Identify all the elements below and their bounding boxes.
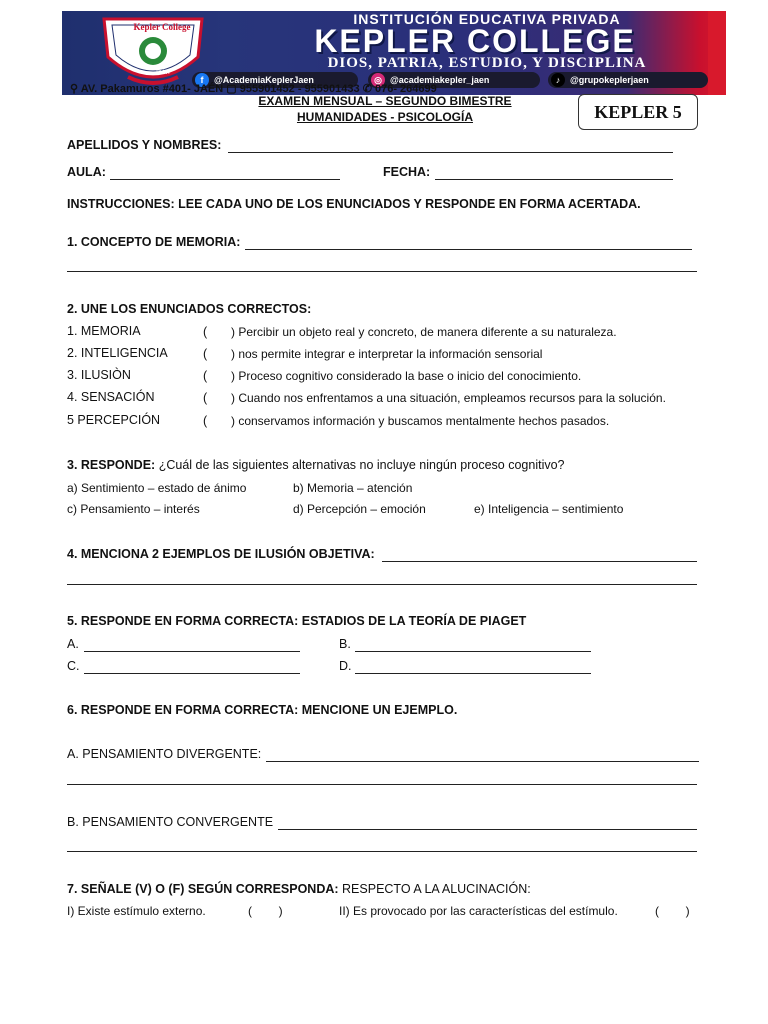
location-icon: ⚲ xyxy=(70,83,79,95)
instagram-icon: ◎ xyxy=(371,73,385,87)
q6-a-line-2[interactable] xyxy=(67,784,697,785)
exam-title: EXAMEN MENSUAL – SEGUNDO BIMESTRE xyxy=(258,94,512,108)
q4-answer-line-2[interactable] xyxy=(67,584,697,585)
q2-paren[interactable]: ( xyxy=(203,414,208,428)
institution-type: INSTITUCIÓN EDUCATIVA PRIVADA xyxy=(353,11,621,27)
q7-item-ii: II) Es provocado por las características del estímulo. xyxy=(339,904,618,918)
aula-line[interactable] xyxy=(110,179,340,180)
landline-icon: ✆ xyxy=(362,83,372,95)
q3-option-b[interactable]: b) Memoria – atención xyxy=(293,481,413,495)
q6-b-line-2[interactable] xyxy=(67,851,697,852)
q7-label: 7. SEÑALE (V) O (F) SEGÚN CORRESPONDA: xyxy=(67,882,339,896)
name-label: APELLIDOS Y NOMBRES: xyxy=(67,138,222,152)
q5-label: 5. RESPONDE EN FORMA CORRECTA: ESTADIOS DE LA TEORÍA DE PIAGET xyxy=(67,614,527,628)
q4-answer-line[interactable] xyxy=(382,561,697,562)
fecha-line[interactable] xyxy=(435,179,673,180)
q3-label: 3. RESPONDE: xyxy=(67,458,156,472)
q3-option-d[interactable]: d) Percepción – emoción xyxy=(293,502,426,516)
q2-definition: ) Cuando nos enfrentamos a una situación, empleamos recursos para la solución. xyxy=(231,391,666,405)
q1-label: 1. CONCEPTO DE MEMORIA: xyxy=(67,235,241,249)
q2-paren[interactable]: ( xyxy=(203,391,208,405)
logo-text: Kepler College xyxy=(133,22,191,32)
q6-a-label: A. PENSAMIENTO DIVERGENTE: xyxy=(67,747,262,761)
facebook-text: @AcademiaKeplerJaen xyxy=(214,75,314,85)
q5-b-label: B. xyxy=(339,637,351,651)
q4-label: 4. MENCIONA 2 EJEMPLOS DE ILUSIÓN OBJETIVA: xyxy=(67,547,375,561)
instructions: INSTRUCCIONES: LEE CADA UNO DE LOS ENUNCIADOS Y RESPONDE EN FORMA ACERTADA. xyxy=(67,197,641,211)
school-motto: DIOS, PATRIA, ESTUDIO, Y DISCIPLINA xyxy=(327,55,647,71)
q2-definition: ) Proceso cognitivo considerado la base o inicio del conocimiento. xyxy=(231,369,582,383)
q5-a-label: A. xyxy=(67,637,79,651)
name-line[interactable] xyxy=(228,152,673,153)
q2-paren[interactable]: ( xyxy=(203,325,208,339)
address: AV. Pakamuros #401- JAÉN xyxy=(80,83,224,95)
q2-paren[interactable]: ( xyxy=(203,369,208,383)
school-name: KEPLER COLLEGE xyxy=(314,23,636,59)
q3-header xyxy=(67,458,565,472)
phones: 955901452 - 955901433 xyxy=(239,83,360,95)
exam-subject: HUMANIDADES - PSICOLOGÍA xyxy=(296,110,473,124)
q2-term: 3. ILUSIÒN xyxy=(67,368,131,382)
tiktok-icon: ♪ xyxy=(551,73,565,87)
q7-item-i: I) Existe estímulo externo. xyxy=(67,904,206,918)
q6-b-label: B. PENSAMIENTO CONVERGENTE xyxy=(67,815,274,829)
q2-term: 2. INTELIGENCIA xyxy=(67,346,168,360)
q3-option-e[interactable]: e) Inteligencia – sentimiento xyxy=(474,502,624,516)
q7-item-ii-answer[interactable]: ( ) xyxy=(655,904,690,918)
q2-definition: ) conservamos información y buscamos mentalmente hechos pasados. xyxy=(231,414,610,428)
q6-b-line[interactable] xyxy=(278,829,697,830)
q2-paren[interactable]: ( xyxy=(203,347,208,361)
q2-term: 4. SENSACIÓN xyxy=(67,390,155,404)
q2-definition: ) nos permite integrar e interpretar la información sensorial xyxy=(231,347,543,361)
q5-c-label: C. xyxy=(67,659,80,673)
q5-b-line[interactable] xyxy=(355,651,591,652)
q2-label: 2. UNE LOS ENUNCIADOS CORRECTOS: xyxy=(67,302,312,316)
q7-header xyxy=(67,882,531,896)
q3-option-c[interactable]: c) Pensamiento – interés xyxy=(67,502,200,516)
q1-answer-line[interactable] xyxy=(245,249,692,250)
q6-label: 6. RESPONDE EN FORMA CORRECTA: MENCIONE UN EJEMPLO. xyxy=(67,703,458,717)
q3-question: ¿Cuál de las siguientes alternativas no incluye ningún proceso cognitivo? xyxy=(158,458,565,472)
level-box: KEPLER 5 xyxy=(578,94,698,130)
tiktok-text: @grupokeplerjaen xyxy=(570,75,649,85)
q5-d-label: D. xyxy=(339,659,352,673)
q2-term: 5 PERCEPCIÓN xyxy=(67,413,161,427)
landline: 076- 264699 xyxy=(374,83,437,95)
q5-c-line[interactable] xyxy=(84,673,300,674)
q2-term: 1. MEMORIA xyxy=(67,324,141,338)
q6-a-line[interactable] xyxy=(266,761,699,762)
q2-definition: ) Percibir un objeto real y concreto, de manera diferente a su naturaleza. xyxy=(231,325,617,339)
instagram-text: @academiakepler_jaen xyxy=(390,75,490,85)
q7-topic: RESPECTO A LA ALUCINACIÓN: xyxy=(342,882,531,896)
logo-city: Jaén xyxy=(154,69,170,76)
aula-label: AULA: xyxy=(67,165,106,179)
q5-a-line[interactable] xyxy=(84,651,300,652)
phone-icon: ▢ xyxy=(226,83,237,95)
fecha-label: FECHA: xyxy=(383,165,431,179)
q7-item-i-answer[interactable]: ( ) xyxy=(248,904,283,918)
facebook-icon: f xyxy=(195,73,209,87)
q1-answer-line-2[interactable] xyxy=(67,271,697,272)
q5-d-line[interactable] xyxy=(355,673,591,674)
q3-option-a[interactable]: a) Sentimiento – estado de ánimo xyxy=(67,481,247,495)
